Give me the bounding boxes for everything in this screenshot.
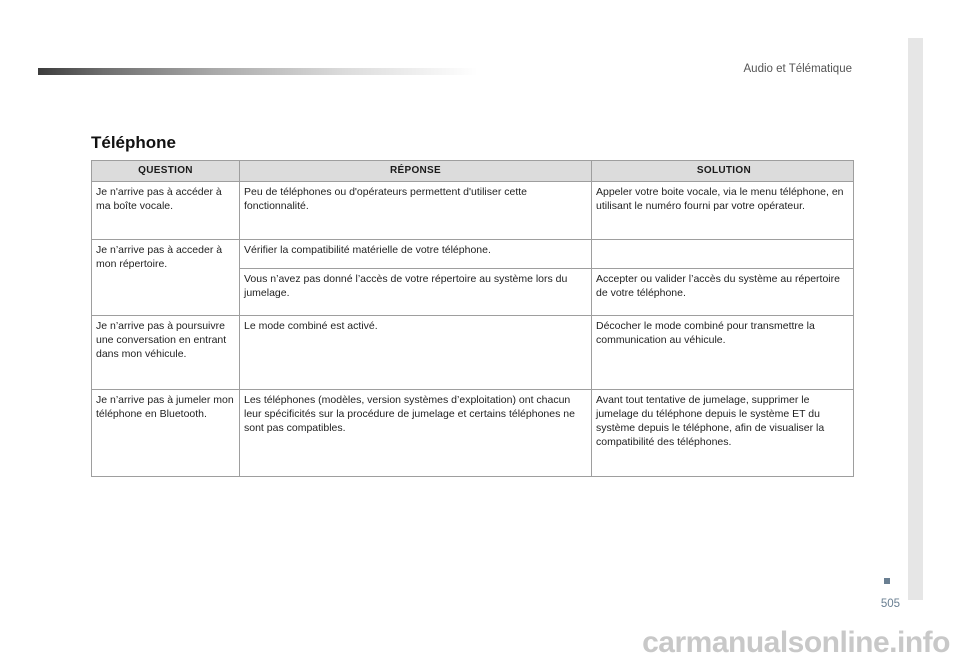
table-header-row xyxy=(92,161,854,182)
table-row xyxy=(92,240,854,269)
response-cell: Vérifier la compatibilité matérielle de votre téléphone. xyxy=(240,240,592,269)
page-number: 505 xyxy=(880,598,900,610)
solution-cell: Décocher le mode combiné pour transmettre la communication au véhicule. xyxy=(592,316,854,390)
solution-cell xyxy=(592,240,854,269)
page-marker xyxy=(884,578,890,584)
table-row xyxy=(92,390,854,477)
solution-cell: Avant tout tentative de jumelage, supprimer le jumelage du téléphone depuis le système ET du système depuis le téléphone, afin de visualiser la compatibilité des téléphones. xyxy=(592,390,854,477)
response-cell: Peu de téléphones ou d'opérateurs permettent d'utiliser cette fonctionnalité. xyxy=(240,182,592,240)
solution-cell: Accepter ou valider l’accès du système au répertoire de votre téléphone. xyxy=(592,269,854,316)
table-row xyxy=(92,182,854,240)
table-row xyxy=(92,316,854,390)
question-cell: Je n'arrive pas à accéder à ma boîte vocale. xyxy=(92,182,240,240)
solution-cell: Appeler votre boite vocale, via le menu téléphone, en utilisant le numéro fourni par votre opérateur. xyxy=(592,182,854,240)
response-cell: Les téléphones (modèles, version systèmes d’exploitation) ont chacun leur spécificités sur la procédure de jumelage et certains téléphones ne sont pas compatibles. xyxy=(240,390,592,477)
question-cell: Je n’arrive pas à poursuivre une conversation en entrant dans mon véhicule. xyxy=(92,316,240,390)
question-cell: Je n’arrive pas à acceder à mon répertoire. xyxy=(92,240,240,316)
side-tab-strip xyxy=(908,38,923,600)
column-header-question: QUESTION xyxy=(92,161,240,182)
chapter-title: Audio et Télématique xyxy=(743,63,852,75)
watermark-text: carmanualsonline.info xyxy=(642,626,950,659)
response-cell: Le mode combiné est activé. xyxy=(240,316,592,390)
column-header-solution: SOLUTION xyxy=(592,161,854,182)
column-header-response: RÉPONSE xyxy=(240,161,592,182)
faq-table xyxy=(91,160,854,477)
section-title: Téléphone xyxy=(91,133,177,152)
response-cell: Vous n’avez pas donné l’accès de votre répertoire au système lors du jumelage. xyxy=(240,269,592,316)
question-cell: Je n’arrive pas à jumeler mon téléphone en Bluetooth. xyxy=(92,390,240,477)
